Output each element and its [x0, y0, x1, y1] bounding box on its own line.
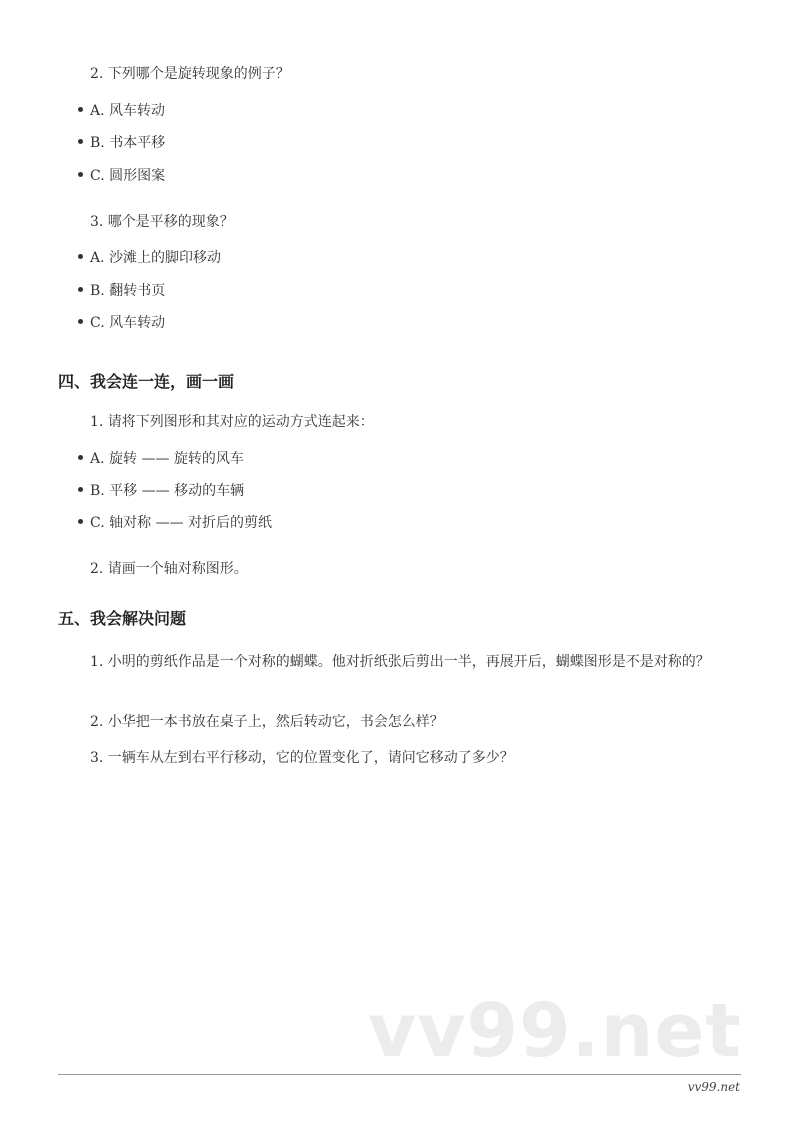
- option-label: B. 平移 —— 移动的车辆: [90, 483, 245, 499]
- bullet-icon: [78, 487, 83, 492]
- option-label: B. 书本平移: [90, 135, 166, 151]
- question-2-option-b: [78, 133, 165, 153]
- bullet-icon: [78, 287, 83, 292]
- question-2-text: 2. 下列哪个是旋转现象的例子？: [90, 66, 290, 82]
- option-label: B. 翻转书页: [90, 283, 166, 299]
- option-label: C. 轴对称 —— 对折后的剪纸: [90, 515, 273, 531]
- section-5-question-3-text: 3. 一辆车从左到右平行移动，它的位置变化了，请问它移动了多少？: [90, 750, 514, 766]
- footer-site-link[interactable]: vv99.net: [687, 1080, 740, 1094]
- matching-option-a: [78, 449, 244, 469]
- question-2-option-a: [78, 101, 165, 121]
- option-label: C. 风车转动: [90, 315, 166, 331]
- bullet-icon: [78, 455, 83, 460]
- section-4-question-1-text: 1. 请将下列图形和其对应的运动方式连起来：: [90, 414, 374, 430]
- bullet-icon: [78, 172, 83, 177]
- footer-divider: [58, 1074, 741, 1075]
- matching-option-b: [78, 481, 244, 501]
- bullet-icon: [78, 107, 83, 112]
- bullet-icon: [78, 519, 83, 524]
- section-5-question-1-text: 1. 小明的剪纸作品是一个对称的蝴蝶。他对折纸张后剪出一半，再展开后，蝴蝶图形是不是对称的？: [90, 654, 710, 670]
- watermark: vv99.net: [368, 988, 742, 1074]
- question-3-text: 3. 哪个是平移的现象？: [90, 214, 234, 230]
- bullet-icon: [78, 319, 83, 324]
- question-2-option-c: [78, 166, 165, 186]
- option-label: C. 圆形图案: [90, 168, 166, 184]
- option-label: A. 旋转 —— 旋转的风车: [90, 451, 244, 467]
- option-label: A. 风车转动: [90, 103, 166, 119]
- question-3-option-a: [78, 248, 221, 268]
- section-5-heading: 五、我会解决问题: [58, 609, 187, 628]
- option-label: A. 沙滩上的脚印移动: [90, 250, 222, 266]
- section-4-question-2-text: 2. 请画一个轴对称图形。: [90, 561, 248, 577]
- section-5-question-2-text: 2. 小华把一本书放在桌子上，然后转动它，书会怎么样？: [90, 714, 444, 730]
- matching-option-c: [78, 513, 272, 533]
- question-3-option-c: [78, 313, 165, 333]
- bullet-icon: [78, 139, 83, 144]
- question-3-option-b: [78, 281, 165, 301]
- section-4-heading: 四、我会连一连，画一画: [58, 372, 235, 391]
- bullet-icon: [78, 254, 83, 259]
